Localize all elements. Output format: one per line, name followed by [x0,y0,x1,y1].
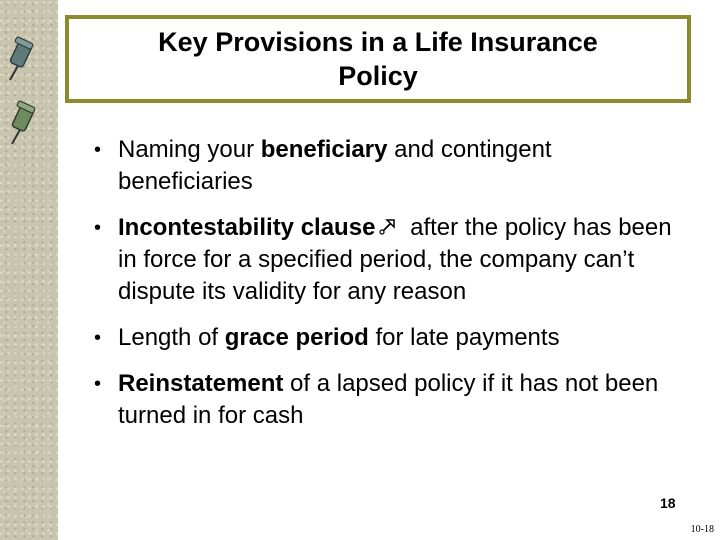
bullet-marker: • [94,139,102,161]
pushpin-icon [6,100,40,148]
bullet-text: Naming your [118,136,261,163]
page-number: 18 [660,495,676,511]
bullet-item [90,212,690,308]
bullet-text: of a lapsed policy if it has not been turned in for cash [118,370,659,429]
arrow-icon [377,215,399,237]
bullet-marker: • [94,373,102,395]
bullet-marker: • [94,327,102,349]
bullet-keyword: Reinstatement [118,370,284,397]
sidebar-texture [0,0,58,540]
bullet-item [90,368,690,432]
bullet-keyword: Incontestability clause [118,214,376,241]
bullet-marker: • [94,217,102,239]
page-reference: 10-18 [690,524,714,535]
bullet-text: Length of [118,324,225,351]
bullet-keyword: beneficiary [260,136,388,163]
slide-title: Key Provisions in a Life Insurance Policy [158,27,598,91]
pushpin-icon [4,36,38,84]
bullet-text: after the policy has been in force for a specified period, the company can’t dispute its validity for any reason [118,214,672,305]
bullet-item [90,322,690,354]
bullet-item [90,134,690,198]
bullet-text: for late payments [368,324,560,351]
bullet-keyword: grace period [224,324,369,351]
bullet-list [90,134,690,446]
bullet-text: and contingent beneficiaries [118,136,552,195]
title-box [65,15,691,103]
